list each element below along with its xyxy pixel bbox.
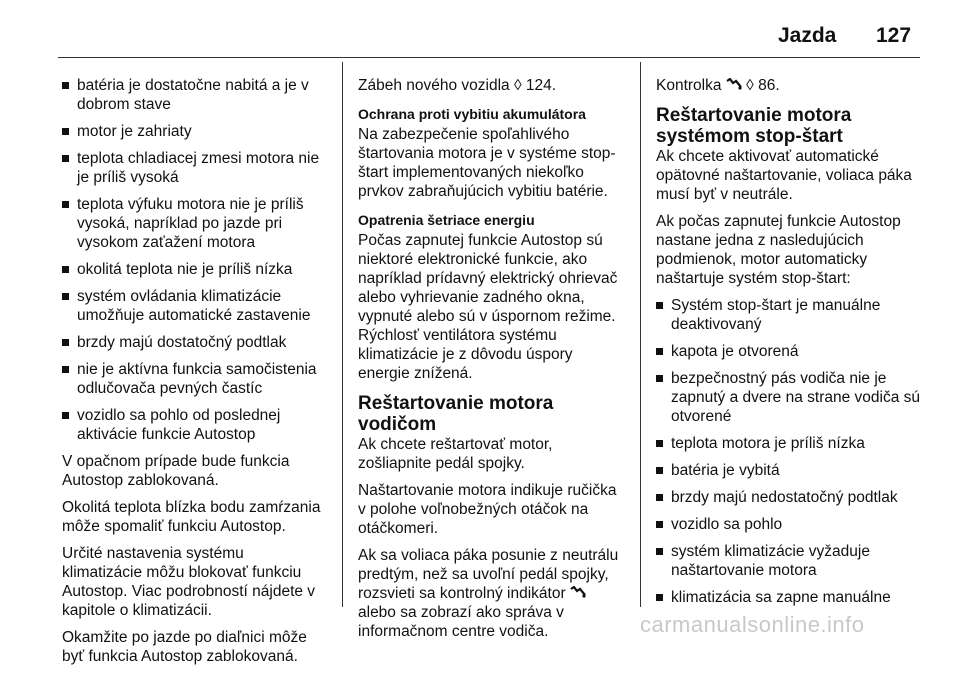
bullet-square-icon — [62, 128, 69, 135]
column-divider — [342, 62, 343, 607]
bullet-square-icon — [656, 348, 663, 355]
list-item: vozidlo sa pohlo — [656, 515, 926, 534]
cross-reference: Zábeh nového vozidla ◊ 124. — [358, 77, 557, 94]
paragraph: Ak počas zapnutej funkcie Autostop nastane jedna z nasledujúcich podmienok, motor automaticky naštartuje systém stop-štart: — [656, 213, 901, 287]
bullet-square-icon — [656, 467, 663, 474]
bullet-square-icon — [656, 494, 663, 501]
list-item: batéria je dostatočne nabitá a je v dobrom stave — [62, 76, 328, 114]
section-heading: Reštartovanie motora vodičom — [358, 393, 554, 435]
list-item: brzdy majú dostatočný podtlak — [62, 333, 328, 352]
list-item: kapota je otvorená — [656, 342, 926, 361]
bullet-square-icon — [62, 82, 69, 89]
paragraph: Naštartovanie motora indikuje ručička v polohe voľnobežných otáčok na otáčkomeri. — [358, 482, 617, 537]
list-item: okolitá teplota nie je príliš nízka — [62, 260, 328, 279]
bullet-square-icon — [656, 440, 663, 447]
chapter-title: Jazda — [778, 24, 837, 47]
list-item: teplota výfuku motora nie je príliš vysoká, napríklad po jazde pri vysokom zaťažení motora — [62, 195, 328, 252]
section-heading: Reštartovanie motora systémom stop-štart — [656, 105, 852, 147]
paragraph: Ak chcete aktivovať automatické opätovné naštartovanie, voliaca páka musí byť v neutrále. — [656, 148, 912, 203]
list-item: systém klimatizácie vyžaduje naštartovanie motora — [656, 542, 926, 580]
page-header — [0, 0, 960, 62]
list-item: teplota motora je príliš nízka — [656, 434, 926, 453]
list-item: klimatizácia sa zapne manuálne — [656, 588, 926, 607]
list-item: Systém stop-štart je manuálne deaktivovaný — [656, 296, 926, 334]
bullet-square-icon — [62, 366, 69, 373]
bullet-square-icon — [62, 155, 69, 162]
bullet-square-icon — [656, 548, 663, 555]
condition-list — [62, 76, 328, 444]
paragraph: Na zabezpečenie spoľahlivého štartovania motora je v systéme stop-štart implementovaných niekoľko prvkov zabraňujúcich vybitiu batérie. — [358, 126, 616, 200]
bullet-square-icon — [656, 302, 663, 309]
paragraph: Počas zapnutej funkcie Autostop sú niektoré elektronické funkcie, ako napríklad prídavný elektrický ohrievač alebo vyhrievanie zadného okna, vypnuté alebo sú v úspornom režime. Rýchlosť ventilátora systému klimatizácie je z dôvodu úspory energie znížená. — [358, 232, 618, 382]
list-item: teplota chladiacej zmesi motora nie je príliš vysoká — [62, 149, 328, 187]
restart-condition-list — [656, 296, 926, 607]
header-rule — [58, 57, 920, 58]
list-item: motor je zahriaty — [62, 122, 328, 141]
bullet-square-icon — [62, 266, 69, 273]
column-middle — [358, 76, 626, 649]
list-item: vozidlo sa pohlo od poslednej aktivácie funkcie Autostop — [62, 406, 328, 444]
bullet-square-icon — [62, 293, 69, 300]
paragraph: Okolitá teplota blízka bodu zamŕzania môže spomaliť funkciu Autostop. — [62, 499, 321, 535]
bullet-square-icon — [656, 521, 663, 528]
list-item: bezpečnostný pás vodiča nie je zapnutý a dvere na strane vodiča sú otvorené — [656, 369, 926, 426]
column-divider — [640, 62, 641, 607]
bullet-square-icon — [62, 412, 69, 419]
autostop-indicator-icon — [570, 584, 586, 603]
bullet-square-icon — [62, 339, 69, 346]
list-item: nie je aktívna funkcia samočistenia odlučovača pevných častíc — [62, 360, 328, 398]
list-item: brzdy majú nedostatočný podtlak — [656, 488, 926, 507]
paragraph: Určité nastavenia systému klimatizácie môžu blokovať funkciu Autostop. Viac podrobností nájdete v kapitole o klimatizácii. — [62, 545, 316, 619]
column-left — [62, 76, 328, 674]
watermark: carmanualsonline.info — [640, 612, 865, 637]
bullet-square-icon — [656, 594, 663, 601]
cross-reference: Kontrolka ◊ 86. — [656, 77, 780, 94]
list-item: systém ovládania klimatizácie umožňuje automatické zastavenie — [62, 287, 328, 325]
bullet-square-icon — [62, 201, 69, 208]
paragraph: Okamžite po jazde po diaľnici môže byť funkcia Autostop zablokovaná. — [62, 629, 307, 665]
list-item: batéria je vybitá — [656, 461, 926, 480]
bullet-square-icon — [656, 375, 663, 382]
autostop-indicator-icon — [726, 76, 742, 95]
column-right — [656, 76, 926, 615]
paragraph: Ak sa voliaca páka posunie z neutrálu predtým, než sa uvoľní pedál spojky, rozsvieti sa kontrolný indikátor alebo sa zobrazí ako správa v informačnom centre vodiča. — [358, 547, 619, 640]
paragraph: Ak chcete reštartovať motor, zošliapnite pedál spojky. — [358, 436, 553, 472]
section-heading: Opatrenia šetriace energiu — [358, 212, 535, 228]
section-heading: Ochrana proti vybitiu akumulátora — [358, 106, 586, 122]
page-number: 127 — [876, 24, 912, 47]
paragraph: V opačnom prípade bude funkcia Autostop zablokovaná. — [62, 453, 290, 489]
